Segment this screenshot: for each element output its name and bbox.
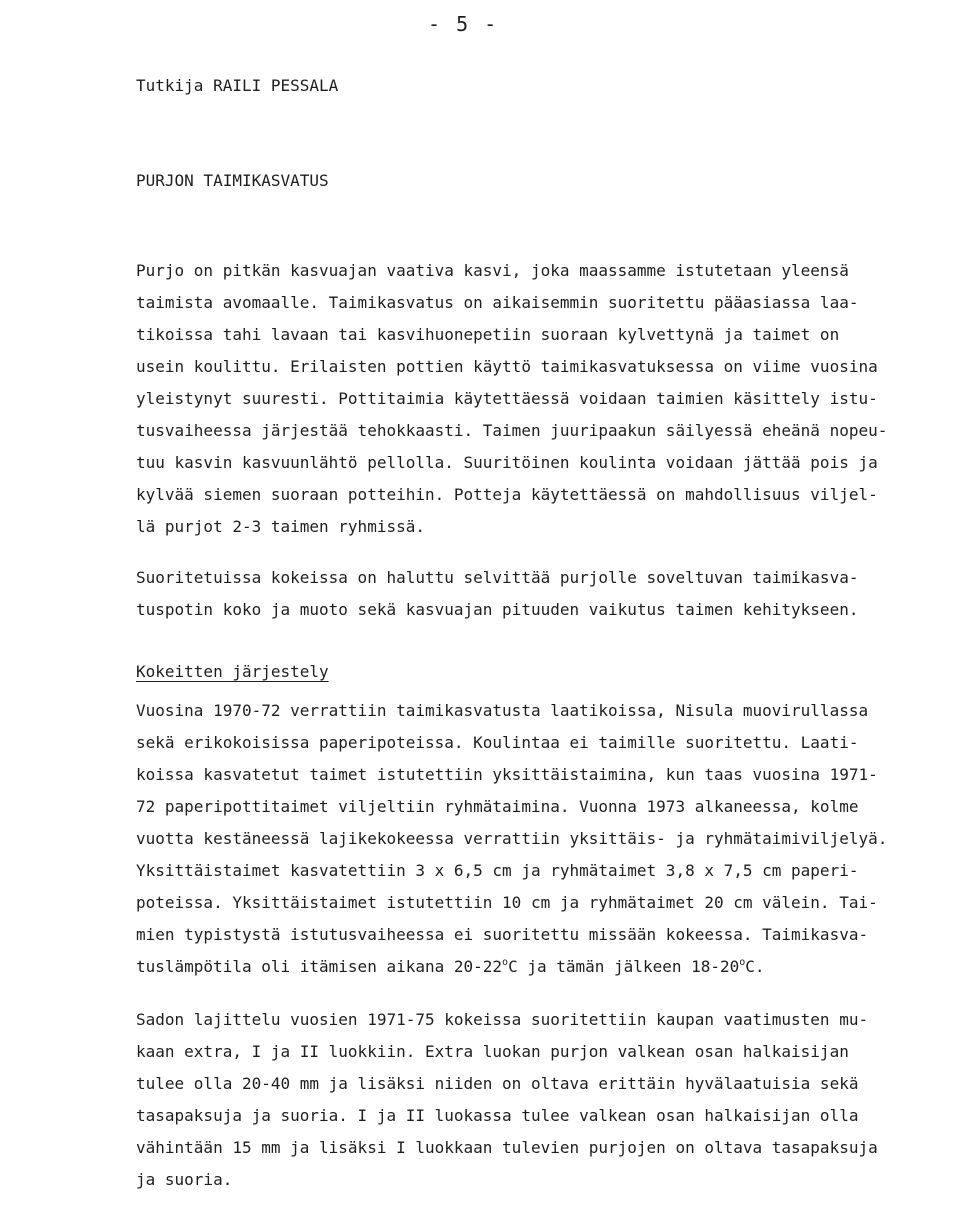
page-number: - 5 - [428, 12, 499, 36]
text-line: usein koulittu. Erilaisten pottien käyttö taimikasvatuksessa on viime vuosina [136, 357, 878, 376]
text-line: lä purjot 2-3 taimen ryhmissä. [136, 517, 425, 536]
document-title: PURJON TAIMIKASVATUS [136, 171, 329, 190]
text-line: Suoritetuissa kokeissa on haluttu selvittää purjolle soveltuvan taimikasva- [136, 568, 859, 587]
degree-mark: o [502, 957, 509, 968]
text-line: vuotta kestäneessä lajikekokeessa verrattiin yksittäis- ja ryhmätaimiviljelyä. [136, 829, 888, 848]
text-line: yleistynyt suuresti. Pottitaimia käytettäessä voidaan taimien käsittely istu- [136, 389, 878, 408]
author-line: Tutkija RAILI PESSALA [136, 76, 339, 95]
text-line: Yksittäistaimet kasvatettiin 3 x 6,5 cm ja ryhmätaimet 3,8 x 7,5 cm paperi- [136, 861, 859, 880]
text-line: Sadon lajittelu vuosien 1971-75 kokeissa suoritettiin kaupan vaatimusten mu- [136, 1010, 869, 1029]
text-line: tuspotin koko ja muoto sekä kasvuajan pituuden vaikutus taimen kehitykseen. [136, 600, 859, 619]
temperature-text: tuslämpötila oli itämisen aikana 20-22 [136, 957, 503, 976]
text-line: tusvaiheessa järjestää tehokkaasti. Taimen juuripaakun säilyessä eheänä nopeu- [136, 421, 888, 440]
sorting-paragraph [136, 1004, 936, 1196]
text-line: kylvää siemen suoraan potteihin. Potteja käytettäessä on mahdollisuus viljel- [136, 485, 878, 504]
text-line: tuu kasvin kasvuunlähtö pellolla. Suuritöinen koulinta voidaan jättää pois ja [136, 453, 878, 472]
aim-paragraph [136, 562, 936, 626]
text-line: poteissa. Yksittäistaimet istutettiin 10 cm ja ryhmätaimet 20 cm välein. Tai- [136, 893, 878, 912]
text-line: koissa kasvatetut taimet istutettiin yksittäistaimina, kun taas vuosina 1971- [136, 765, 878, 784]
text-line: Vuosina 1970-72 verrattiin taimikasvatusta laatikoissa, Nisula muovirullassa [136, 701, 869, 720]
text-line: mien typistystä istutusvaiheessa ei suoritettu missään kokeessa. Taimikasva- [136, 925, 869, 944]
arrangement-paragraph [136, 695, 936, 983]
degree-mark: o [739, 957, 746, 968]
text-line: tasapaksuja ja suoria. I ja II luokassa tulee valkean osan halkaisijan olla [136, 1106, 859, 1125]
text-line: tulee olla 20-40 mm ja lisäksi niiden on oltava erittäin hyvälaatuisia sekä [136, 1074, 859, 1093]
text-line: sekä erikokoisissa paperipoteissa. Koulintaa ei taimille suoritettu. Laati- [136, 733, 859, 752]
temperature-text: C. [745, 957, 765, 976]
text-line: kaan extra, I ja II luokkiin. Extra luokan purjon valkean osan halkaisijan [136, 1042, 849, 1061]
temperature-text: C ja tämän jälkeen 18-20 [508, 957, 740, 976]
text-line: taimista avomaalle. Taimikasvatus on aikaisemmin suoritettu pääasiassa laa- [136, 293, 859, 312]
text-line: 72 paperipottitaimet viljeltiin ryhmätaimina. Vuonna 1973 alkaneessa, kolme [136, 797, 859, 816]
text-line: Purjo on pitkän kasvuajan vaativa kasvi, joka maassamme istutetaan yleensä [136, 261, 849, 280]
text-line: tikoissa tahi lavaan tai kasvihuonepetiin suoraan kylvettynä ja taimet on [136, 325, 840, 344]
text-line: vähintään 15 mm ja lisäksi I luokkaan tulevien purjojen on oltava tasapaksuja [136, 1138, 878, 1157]
text-line: ja suoria. [136, 1170, 233, 1189]
intro-paragraph [136, 255, 936, 543]
text-line [136, 951, 936, 983]
section-heading: Kokeitten järjestely [136, 662, 329, 681]
